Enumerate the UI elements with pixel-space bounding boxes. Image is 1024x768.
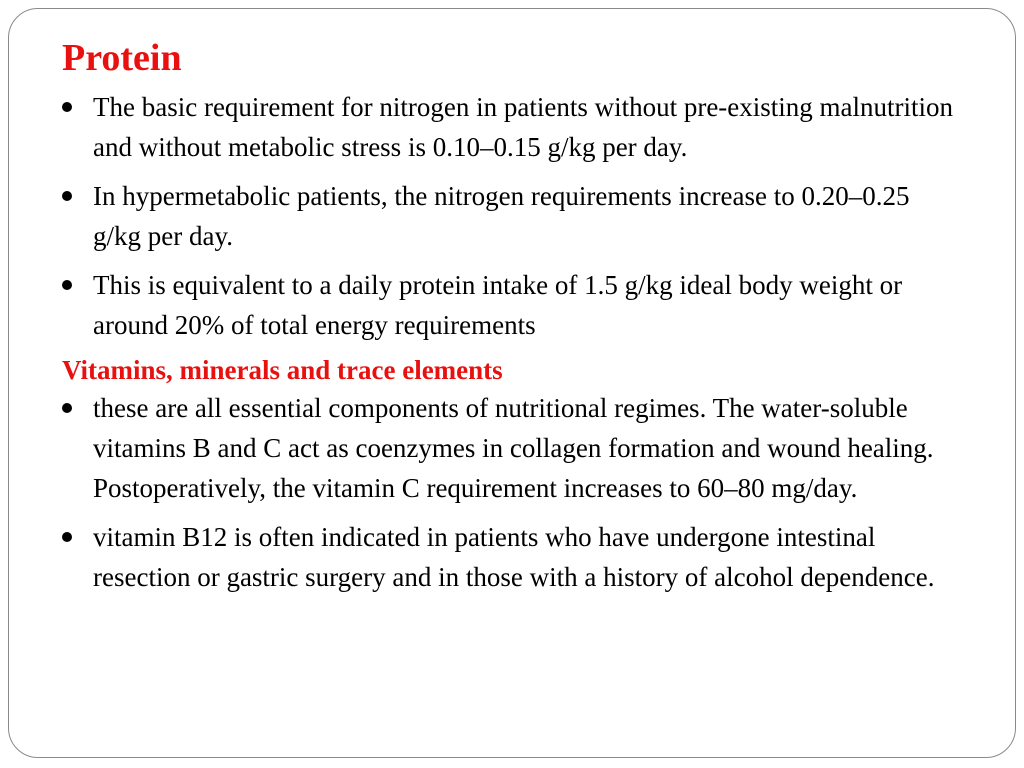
bullet-text: The basic requirement for nitrogen in patients without pre-existing malnutrition and without metabolic stress is 0.10–0.15 g/kg per day. <box>93 91 954 162</box>
bullet-text: these are all essential components of nutritional regimes. The water-soluble vitamins B and C act as coenzymes in collagen formation and wound healing. Postoperatively, the vitamin C requirement increases to 60–80 mg/day. <box>93 392 934 503</box>
slide-content <box>62 36 962 606</box>
bullet-item <box>62 265 962 345</box>
bullet-text: This is equivalent to a daily protein intake of 1.5 g/kg ideal body weight or around 20% of total energy requirements <box>93 269 903 340</box>
bullet-text: vitamin B12 is often indicated in patients who have undergone intestinal resection or gastric surgery and in those with a history of alcohol dependence. <box>93 521 935 592</box>
bullet-item <box>62 517 962 597</box>
section-heading-vitamins: Vitamins, minerals and trace elements <box>62 354 503 385</box>
bullet-item <box>62 87 962 167</box>
bullet-dot-icon <box>62 532 72 542</box>
bullet-dot-icon <box>62 280 72 290</box>
bullet-item <box>62 388 962 508</box>
bullet-item <box>62 176 962 256</box>
vitamins-bullet-list <box>62 388 962 597</box>
bullet-dot-icon <box>62 191 72 201</box>
bullet-text: In hypermetabolic patients, the nitrogen requirements increase to 0.20–0.25 g/kg per day. <box>93 180 910 251</box>
protein-bullet-list <box>62 87 962 345</box>
bullet-dot-icon <box>62 403 72 413</box>
section-heading-protein: Protein <box>62 37 182 79</box>
bullet-dot-icon <box>62 102 72 112</box>
